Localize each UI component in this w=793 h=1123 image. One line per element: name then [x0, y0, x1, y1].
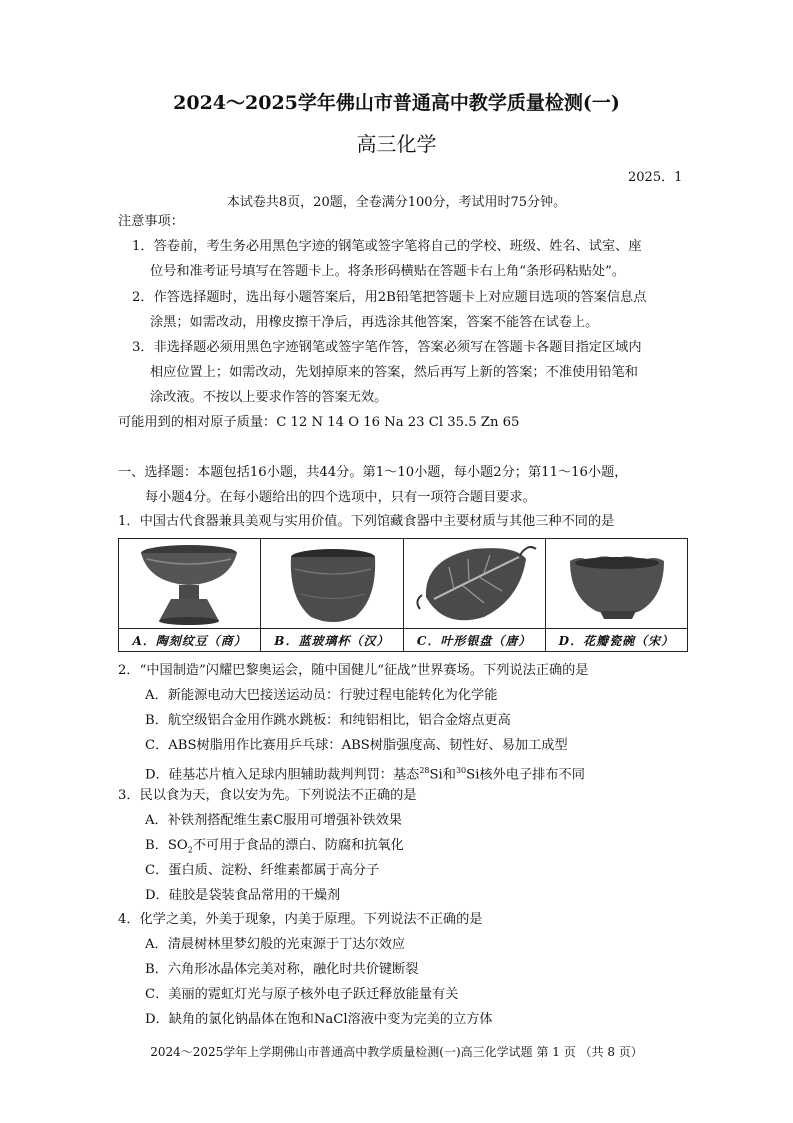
q1-option-a: [119, 539, 261, 651]
q2-option-d-end: Si核外电子排布不同: [466, 767, 585, 783]
q3-option-c: C．蛋白质、淀粉、纤维素都属于高分子: [145, 863, 380, 878]
q4-option-c: C．美丽的霓虹灯光与原子核外电子跃迁释放能量有关: [145, 987, 459, 1002]
pottery-dou-image: [119, 539, 259, 629]
so2-subscript: 2: [187, 845, 193, 855]
q3-stem: 3．民以食为天，食以安为先。下列说法不正确的是: [118, 788, 417, 803]
si30-mass-number: 30: [455, 766, 467, 775]
notice-item-3-cont2: 涂改液。不按以上要求作答的答案无效。: [150, 390, 388, 405]
q1-caption-d: D．花瓣瓷碗（宋）: [546, 628, 687, 651]
exam-title: 2024～2025学年佛山市普通高中教学质量检测(一): [173, 92, 620, 114]
q2-option-c: C．ABS树脂用作比赛用乒乓球：ABS树脂强度高、韧性好、易加工成型: [145, 738, 568, 753]
q2-option-d-text: D．硅基芯片植入足球内胆辅助裁判判罚：基态: [145, 767, 420, 783]
notice-item-3: 3．非选择题必须用黑色字迹钢笔或签字笔作答，答案必须写在答题卡各题目指定区域内: [132, 340, 642, 355]
q1-option-d: [546, 539, 687, 651]
exam-intro: 本试卷共8页，20题，全卷满分100分，考试用时75分钟。: [226, 195, 567, 210]
notice-item-1: 1．答卷前，考生务必用黑色字迹的钢笔或签字笔将自己的学校、班级、姓名、试室、座: [132, 239, 642, 254]
q2-option-a: A．新能源电动大巴接送运动员：行驶过程电能转化为化学能: [145, 688, 498, 703]
leaf-silver-plate-image: [404, 539, 544, 629]
q1-option-c: [404, 539, 546, 651]
q3-option-b-text: B．SO: [145, 838, 188, 853]
q1-caption-c: C．叶形银盘（唐）: [404, 628, 545, 651]
exam-date: 2025．1: [628, 170, 683, 185]
notice-item-3-cont: 相应位置上；如需改动，先划掉原来的答案，然后再写上新的答案；不准使用铅笔和: [150, 365, 638, 380]
notice-heading: 注意事项：: [118, 214, 184, 229]
q1-image-table: [118, 538, 688, 652]
q3-option-a: A．补铁剂搭配维生素C服用可增强补铁效果: [145, 813, 402, 828]
notice-item-1-cont: 位号和准考证号填写在答题卡上。将条形码横贴在答题卡右上角“条形码粘贴处”。: [150, 264, 626, 279]
q1-caption-a: A．陶刻纹豆（商）: [119, 628, 260, 651]
notice-item-2-cont: 涂黑；如需改动，用橡皮擦干净后，再选涂其他答案，答案不能答在试卷上。: [150, 315, 599, 330]
section-heading: 一、选择题：本题包括16小题，共44分。第1～10小题，每小题2分；第11～16小题，: [118, 465, 628, 480]
q4-option-b: B．六角形冰晶体完美对称，融化时共价键断裂: [145, 962, 419, 977]
si28-mass-number: 28: [419, 766, 430, 775]
q2-option-b: B．航空级铝合金用作跳水跳板：和纯铝相比，铝合金熔点更高: [145, 713, 511, 728]
atomic-mass: 可能用到的相对原子质量：C 12 N 14 O 16 Na 23 Cl 35.5 Zn 65: [118, 415, 520, 430]
q1-option-b: [261, 539, 403, 651]
q4-option-a: A．清晨树林里梦幻般的光束源于丁达尔效应: [145, 937, 406, 952]
q2-option-d-mid: Si和: [429, 767, 456, 783]
q1-caption-b: B．蓝玻璃杯（汉）: [261, 628, 402, 651]
petal-porcelain-bowl-image: [546, 539, 686, 629]
subject-title: 高三化学: [356, 132, 437, 156]
q1-stem: 1．中国古代食器兼具美观与实用价值。下列馆藏食器中主要材质与其他三种不同的是: [118, 514, 615, 529]
q2-stem: 2．“中国制造”闪耀巴黎奥运会，随中国健儿“征战”世界赛场。下列说法正确的是: [118, 663, 589, 678]
q4-option-d: D．缺角的氯化钠晶体在饱和NaCl溶液中变为完美的立方体: [145, 1012, 493, 1027]
section-heading-cont: 每小题4分。在每小题给出的四个选项中，只有一项符合题目要求。: [145, 490, 536, 505]
page-footer: 2024～2025学年上学期佛山市普通高中教学质量检测(一)高三化学试题 第 1 页 （共 8 页）: [150, 1045, 643, 1059]
blue-glass-cup-image: [261, 539, 401, 629]
q4-stem: 4．化学之美，外美于现象，内美于原理。下列说法不正确的是: [118, 912, 483, 927]
q3-option-b: [145, 837, 404, 860]
q2-option-d: [145, 762, 585, 784]
q3-option-d: D．硅胶是袋装食品常用的干燥剂: [145, 888, 341, 903]
notice-item-2: 2．作答选择题时，选出每小题答案后，用2B铅笔把答题卡上对应题目选项的答案信息点: [132, 290, 647, 305]
q3-option-b-end: 不可用于食品的漂白、防腐和抗氧化: [192, 838, 404, 853]
